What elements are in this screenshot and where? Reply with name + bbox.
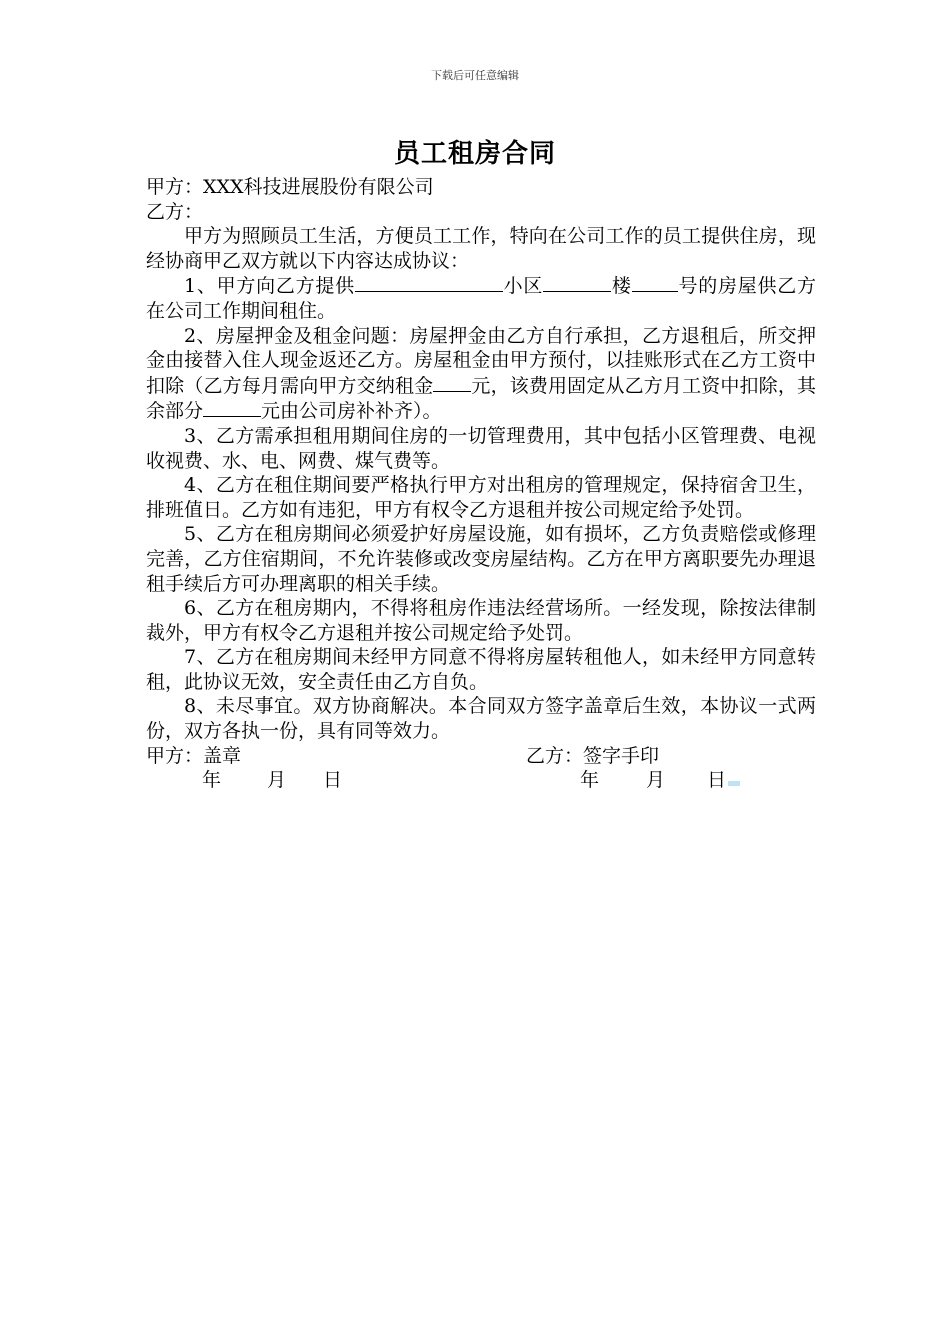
document-title: 员工租房合同 [393,139,556,169]
party-b-month: 月 [646,769,666,792]
clause-7: 7、乙方在租房期间未经甲方同意不得将房屋转租他人，如未经甲方同意转租，此协议无效，安全责任由乙方自负。 [146,646,816,693]
contract-body [146,175,816,793]
clause-2-text-a: 2、房屋押金及租金问题：房屋押金由乙方自行承担，乙方退租后，所交押金由接替入住人现金返还乙方。房屋租金由甲方预付，以挂账形式在乙方工资中扣除（乙方每月需向甲方交纳租金 [146,324,816,397]
clause-8: 8、未尽事宜。双方协商解决。本合同双方签字盖章后生效，本协议一式两份，双方各执一份，具有同等效力。 [146,695,816,743]
clause-2-text-c: 元由公司房补补齐）。 [261,400,442,423]
blank-building[interactable] [543,273,611,292]
signature-row [146,744,816,769]
clause-2 [146,324,816,424]
blank-unit[interactable] [632,273,678,292]
intro-paragraph: 甲方为照顾员工生活，方便员工工作，特向在公司工作的员工提供住房，现经协商甲乙双方就以下内容达成协议： [146,225,816,272]
party-a-seal-label: 甲方：盖章 [146,744,242,767]
clause-6: 6、乙方在租房期内，不得将租房作违法经营场所。一经发现，除按法律制裁外，甲方有权令乙方退租并按公司规定给予处罚。 [146,597,816,644]
date-row [146,768,816,793]
party-a-line: 甲方：XXX科技进展股份有限公司 [146,176,434,198]
party-b-line: 乙方： [146,200,204,223]
party-b-year: 年 [580,769,600,792]
party-a-date [202,768,342,793]
clause-1-text-c: 楼 [611,275,632,298]
party-b-signature-label: 乙方：签字手印 [526,744,660,767]
clause-1 [146,273,816,323]
clause-4: 4、乙方在租住期间要严格执行甲方对出租房的管理规定，保持宿舍卫生，排班值日。乙方如有违犯，甲方有权令乙方退租并按公司规定给予处罚。 [146,474,816,521]
header-note: 下载后可任意编辑 [431,69,519,82]
party-a-year: 年 [202,769,222,792]
party-a-month: 月 [267,769,287,792]
blank-remainder[interactable] [203,398,261,417]
blank-rent[interactable] [433,373,471,392]
clause-3: 3、乙方需承担租用期间住房的一切管理费用，其中包括小区管理费、电视收视费、水、电、网费、煤气费等。 [146,424,816,472]
clause-1-text-a: 1、甲方向乙方提供 [184,275,355,298]
text-cursor-mark [728,781,740,786]
clause-2-text-b: 元，该费用固定从乙方月工资中扣除，其余部分 [146,374,816,423]
clause-1-text-d: 号的房屋供乙方在公司工作期间租住。 [146,275,816,322]
party-b-day: 日 [707,769,727,792]
party-a-day: 日 [323,769,343,792]
party-b-date [580,768,740,793]
clause-1-text-b: 小区 [502,275,544,298]
clause-5: 5、乙方在租房期间必须爱护好房屋设施，如有损坏，乙方负责赔偿或修理完善，乙方住宿期间，不允许装修或改变房屋结构。乙方在甲方离职要先办理退租手续后方可办理离职的相关手续。 [146,523,816,595]
blank-community[interactable] [355,273,503,292]
